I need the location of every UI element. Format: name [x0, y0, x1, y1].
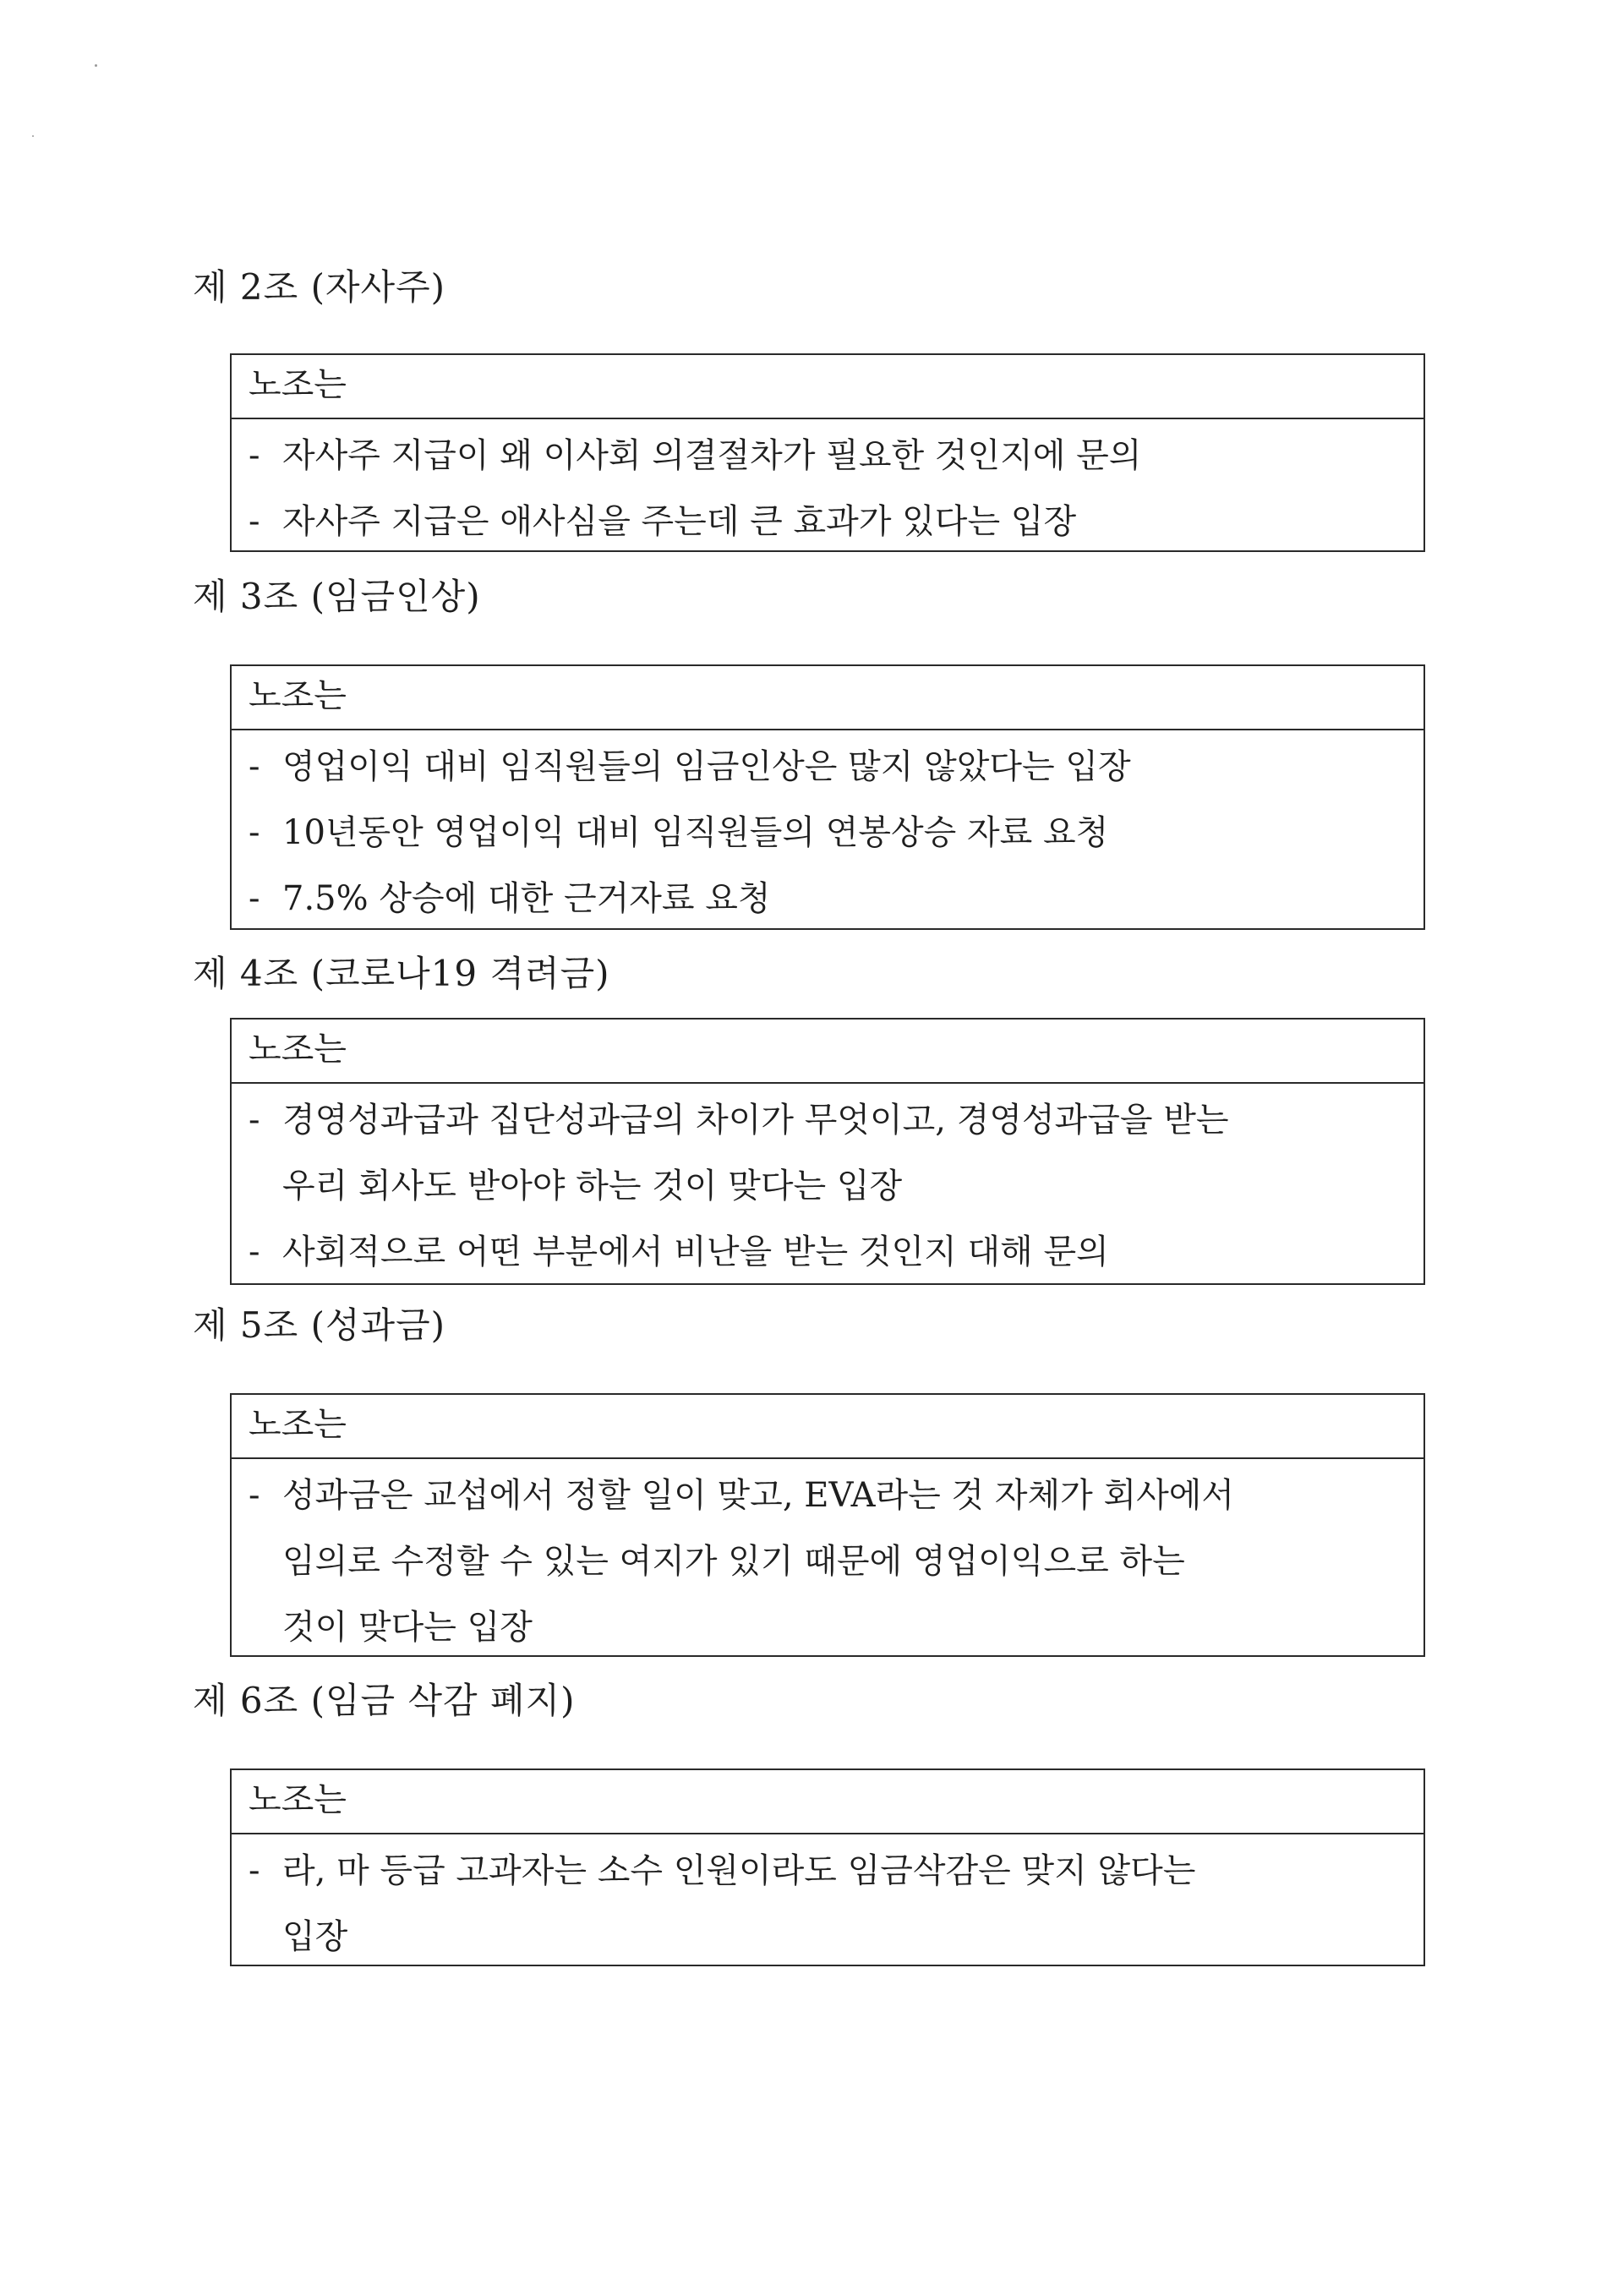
- article-heading: 제 4조 (코로나19 격려금): [193, 953, 610, 994]
- scan-speck: [95, 64, 97, 67]
- item-text-line: 사회적으로 어떤 부분에서 비난을 받는 것인지 대해 문의: [282, 1233, 1109, 1271]
- list-item: [243, 866, 1412, 932]
- union-position-box: [230, 1768, 1425, 1966]
- item-text-line: 경영성과급과 집단성과급의 차이가 무엇이고, 경영성과급을 받는: [282, 1101, 1229, 1140]
- list-item: [243, 1087, 1412, 1219]
- item-text-line: 자사주 지급은 애사심을 주는데 큰 효과가 있다는 입장: [282, 502, 1077, 541]
- item-text-line: 10년동안 영업이익 대비 임직원들의 연봉상승 자료 요청: [282, 813, 1109, 852]
- bullet-dash: -: [249, 1476, 260, 1515]
- box-label: 노조는: [232, 1020, 1424, 1084]
- list-item: [243, 1462, 1412, 1660]
- item-text-line: 우리 회사도 받아야 하는 것이 맞다는 입장: [282, 1167, 903, 1205]
- list-item: [243, 1838, 1412, 1970]
- bullet-dash: -: [249, 879, 260, 918]
- union-position-box: [230, 664, 1425, 930]
- box-label: 노조는: [232, 1770, 1424, 1834]
- bullet-dash: -: [249, 436, 260, 475]
- box-body: [232, 1459, 1424, 1660]
- item-text-line: 성과금은 교섭에서 정할 일이 맞고, EVA라는 것 자체가 회사에서: [282, 1476, 1235, 1515]
- box-body: [232, 419, 1424, 555]
- bullet-dash: -: [249, 1101, 260, 1140]
- bullet-dash: -: [249, 502, 260, 541]
- list-item: [243, 800, 1412, 866]
- item-text-line: 입장: [282, 1917, 348, 1956]
- article-heading: 제 6조 (임금 삭감 폐지): [193, 1680, 576, 1721]
- article-heading: 제 5조 (성과금): [193, 1304, 446, 1346]
- list-item: [243, 734, 1412, 800]
- list-item: [243, 423, 1412, 489]
- box-label: 노조는: [232, 1395, 1424, 1459]
- item-text-line: 것이 맞다는 입장: [282, 1608, 533, 1647]
- item-text-line: 자사주 지급이 왜 이사회 의결절차가 필요한 것인지에 문의: [282, 436, 1142, 475]
- box-label: 노조는: [232, 355, 1424, 419]
- bullet-dash: -: [249, 747, 260, 786]
- union-position-box: [230, 1393, 1425, 1657]
- bullet-dash: -: [249, 1851, 260, 1890]
- article-heading: 제 3조 (임금인상): [193, 576, 481, 617]
- list-item: [243, 489, 1412, 555]
- box-body: [232, 1834, 1424, 1970]
- union-position-box: [230, 1018, 1425, 1285]
- item-text-line: 라, 마 등급 고과자는 소수 인원이라도 임금삭감은 맞지 않다는: [282, 1851, 1196, 1890]
- box-body: [232, 730, 1424, 932]
- item-text-line: 임의로 수정할 수 있는 여지가 있기 때문에 영업이익으로 하는: [282, 1542, 1185, 1581]
- article-heading: 제 2조 (자사주): [193, 266, 446, 308]
- bullet-dash: -: [249, 1233, 260, 1271]
- bullet-dash: -: [249, 813, 260, 852]
- box-body: [232, 1084, 1424, 1285]
- scan-speck: [32, 135, 34, 137]
- item-text-line: 7.5% 상승에 대한 근거자료 요청: [282, 879, 771, 918]
- union-position-box: [230, 353, 1425, 552]
- box-label: 노조는: [232, 666, 1424, 730]
- item-text-line: 영업이익 대비 임직원들의 임금인상은 많지 않았다는 입장: [282, 747, 1131, 786]
- list-item: [243, 1219, 1412, 1285]
